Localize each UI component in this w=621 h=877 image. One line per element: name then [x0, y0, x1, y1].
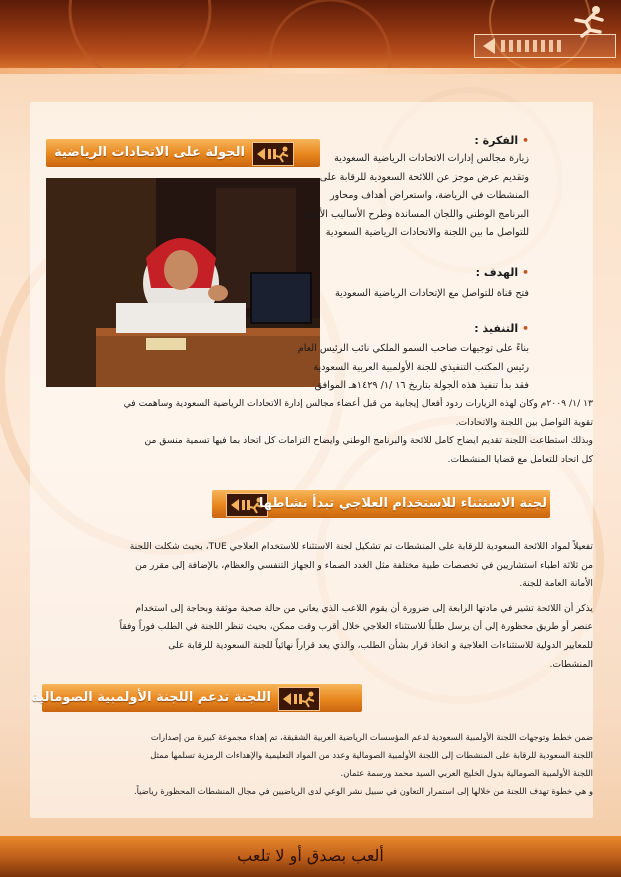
speaker-photo: [46, 178, 320, 387]
section2-line: يذكر أن اللائحة تشير في مادتها الرابعة إلى ضرورة أن يقوم اللاعب الذي يعاني من حالة صحية موثقة وبحاجة إلى استخدام: [135, 602, 593, 614]
section3-line: ضمن خطط وتوجهات اللجنة الأولمبية السعودية لدعم المؤسسات الرياضية العربية الشقيقة، تم إهداء مجموعة كبيرة من إصدارات: [150, 732, 593, 742]
section2-line: الأمانة العامة للجنة.: [519, 578, 593, 590]
section2-line: تفعيلاً لمواد اللائحة السعودية للرقابة على المنشطات تم تشكيل لجنة الاستثناء للاستخدام العلاجي TUE، بحيث شكلت اللجنة: [129, 541, 593, 552]
exec-full-line: وبذلك استطاعت اللجنة تقديم ايضاح كامل للائحة والبرنامج الوطني وايضاح التزامات كل اتحاد بما فيها تسمية منسق من: [144, 435, 593, 447]
idea-line: المنشطات في الرياضة، واستعراض أهداف ومحاور: [329, 190, 529, 202]
section1-title: الجولة على الاتحادات الرياضية: [54, 145, 245, 160]
idea-line: زيارة مجالس إدارات الاتحادات الرياضية السعودية: [334, 153, 529, 164]
idea-line: وتقديم عرض موجز عن اللائحة السعودية للرقابة على: [319, 171, 529, 183]
section2-text: [28, 538, 593, 674]
exec-full-text: [28, 395, 593, 469]
exec-full-line: تقوية التواصل بين اللجنة والاتحادات.: [455, 416, 593, 428]
exec-full-line: ١٣ /١/ ٢٠٠٩م وكان لهذه الزيارات ردود أفعال إيجابية من قبل أعضاء مجالس إدارة الاتحادات الرياضية السعودية وساهمت في: [123, 398, 593, 409]
footer-slogan: ألعب بصدق أو لا تلعب: [237, 846, 384, 865]
exec-heading: • التنفيذ :: [474, 322, 529, 335]
section2-title: لجنة الاستثناء للاستخدام العلاجي تبدأ نشاطها: [258, 496, 547, 511]
runner-icon: [566, 4, 612, 38]
goal-text: فتح قناة للتواصل مع الإتحادات الرياضية السعودية: [334, 288, 529, 299]
idea-text: [293, 150, 529, 243]
idea-heading: • الفكرة :: [474, 134, 529, 147]
section2-line: من ثلاثة اطباء استشاريين في تخصصات طبية مختلفة مثل الغدد الصماء و الجهاز التنفسي والعظام، بالإضافة إلى مقرر من: [135, 559, 593, 571]
section2-line: عنصر أو طريق محظورة إلى أن يرسل طلباً للاستثناء العلاجي خلال أقرب وقت ممكن، بحيث تنظر اللجنة في الطلب فوراً وفقاً: [119, 621, 593, 633]
runner-arrow-icon: [278, 687, 320, 711]
section2-line: للمعايير الدولية للاستثناءات العلاجية و اتخاذ قرار بشأن الطلب، والذي يعد قراراً نهائياً للجنة السعودية للرقابة على: [168, 639, 593, 651]
section3-text: [28, 728, 593, 800]
section3-line: و هي خطوة تهدف اللجنة من خلالها إلى استمرار التعاون في سبيل نشر الوعي لدى الرياضيين في مجال المنشطات المحظورة رياضياً.: [133, 786, 593, 796]
idea-line: البرنامج الوطني واللجان المساندة وطرح الأساليب الأمثل: [304, 208, 529, 220]
exec-full-line: كل اتحاد للتعامل مع قضايا المنشطات.: [447, 453, 593, 465]
runner-arrow-icon: [252, 142, 294, 166]
exec-line: فقد بدأ تنفيذ هذه الجولة بتاريخ ١٦ /١/ ١٤٢٩هـ الموافق: [314, 380, 529, 392]
idea-line: للتواصل ما بين اللجنة والاتحادات الرياضية السعودية: [325, 227, 529, 239]
exec-text: [293, 340, 529, 396]
section3-title: اللجنة تدعم اللجنة الأولمبية الصومالية: [31, 690, 271, 705]
goal-heading: • الهدف :: [475, 266, 529, 279]
section3-line: اللجنة السعودية للرقابة على المنشطات إلى اللجنة الأولمبية الصومالية وعدد من المواد التعليمية والإهداءات الرمزية تسلمها ممثل: [150, 750, 593, 760]
top-stripe: [0, 68, 621, 74]
exec-line: بناءً على توجيهات صاحب السمو الملكي نائب الرئيس العام: [297, 343, 529, 354]
section2-line: المنشطات.: [549, 658, 593, 670]
exec-line: رئيس المكتب التنفيذي للجنة الأولمبية العربية السعودية: [313, 361, 529, 373]
section3-line: اللجنة الأولمبية الصومالية بدول الخليج العربي السيد محمد ورسمة عثمان.: [340, 768, 593, 778]
chevron-arrows-icon: [475, 35, 615, 57]
